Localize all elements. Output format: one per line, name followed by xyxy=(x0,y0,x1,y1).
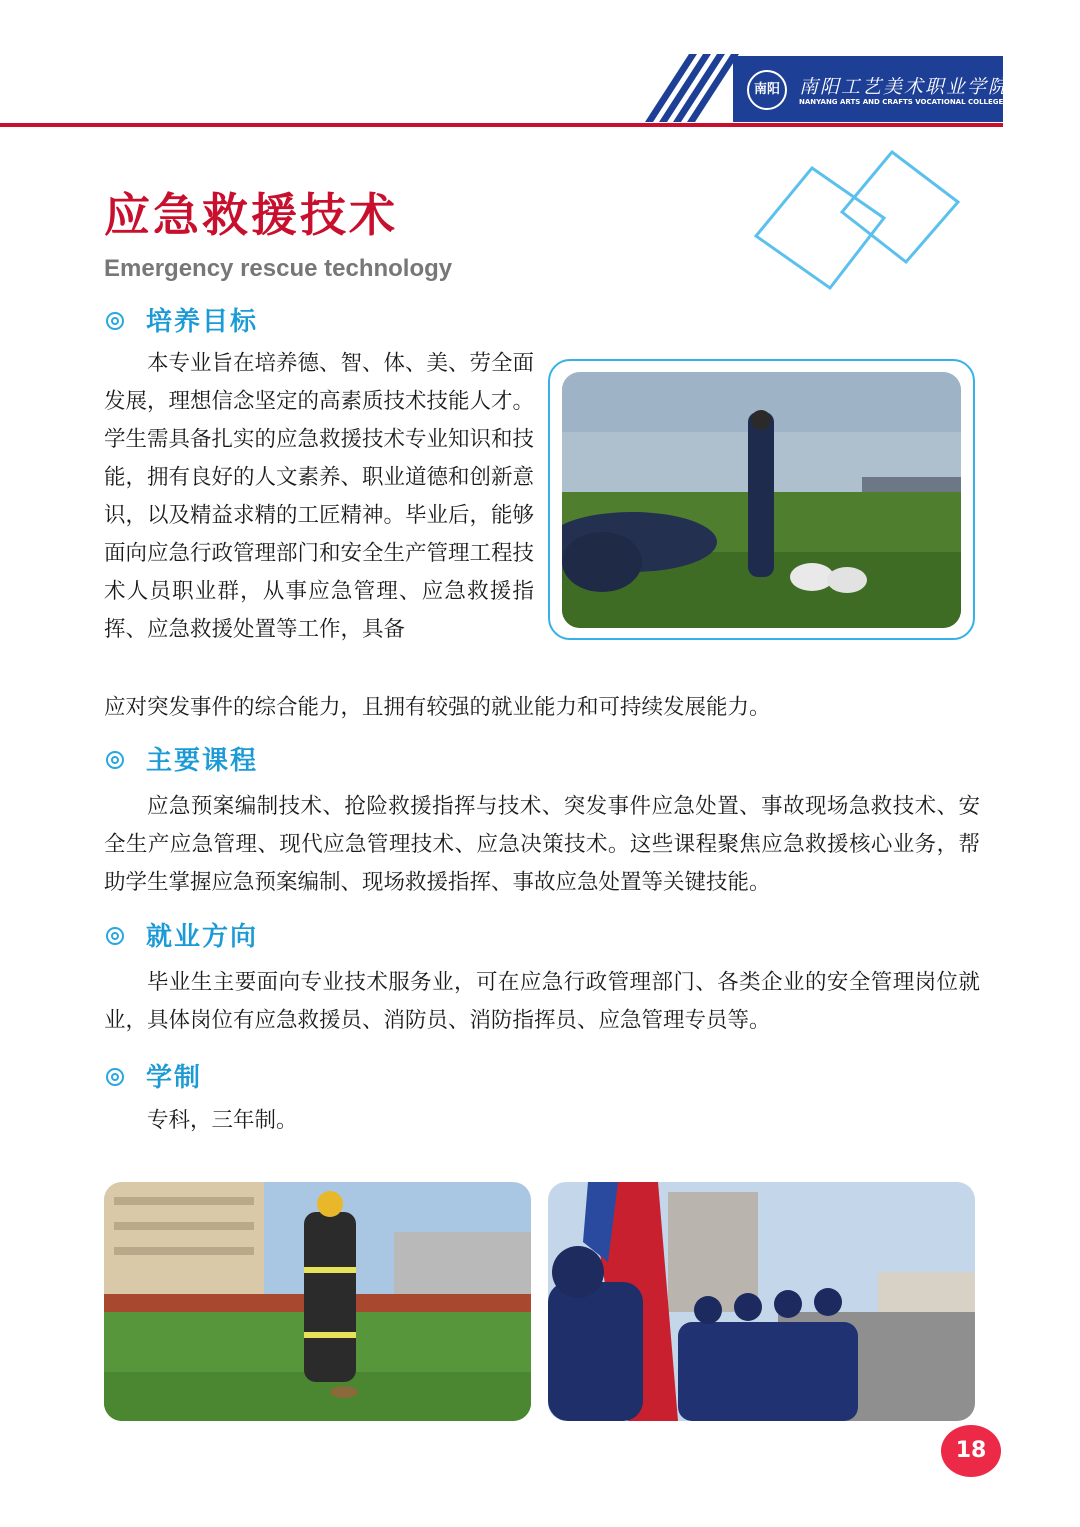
target-bullet-icon xyxy=(106,751,124,769)
page-subtitle-en: Emergency rescue technology xyxy=(104,255,453,282)
target-bullet-icon xyxy=(106,1068,124,1086)
section-title: 培养目标 xyxy=(146,307,259,337)
section-title: 就业方向 xyxy=(146,922,259,952)
header-red-rule xyxy=(0,123,1003,127)
career-direction-text: 毕业生主要面向专业技术服务业，可在应急行政管理部门、各类企业的安全管理岗位就业，具体岗位有应急救援员、消防员、消防指挥员、应急管理专员等。 xyxy=(104,970,980,1033)
main-courses-text: 应急预案编制技术、抢险救援指挥与技术、突发事件应急处置、事故现场急救技术、安全生产应急管理、现代应急管理技术、应急决策技术。这些课程聚焦应急救援核心业务，帮助学生掌握应急预案编制、现场救援指挥、事故应急处置等关键技能。 xyxy=(104,794,980,895)
training-goals-text: 本专业旨在培养德、智、体、美、劳全面发展，理想信念坚定的高素质技术技能人才。学生需具备扎实的应急救援技术专业知识和技能，拥有良好的人文素养、职业道德和创新意识，以及精益求精的工匠精神。毕业后，能够面向应急行政管理部门和安全生产管理工程技术人员职业群，从事应急管理、应急救援指挥、应急救援处置等工作，具备 xyxy=(104,351,535,642)
college-emblem-icon: 南阳 xyxy=(747,70,787,110)
target-bullet-icon xyxy=(106,312,124,330)
section-title: 主要课程 xyxy=(146,746,259,776)
page-title: 应急救援技术 xyxy=(104,188,398,242)
page-number-badge: 18 xyxy=(941,1425,1001,1477)
photo-marching-formation xyxy=(548,1182,975,1421)
decorative-diamonds-icon xyxy=(750,148,965,298)
photo-firefighter-drill xyxy=(104,1182,531,1421)
duration-text: 专科，三年制。 xyxy=(147,1108,298,1133)
photo-field-training xyxy=(562,372,961,628)
header-stripes xyxy=(645,54,745,124)
college-name-en: NANYANG ARTS AND CRAFTS VOCATIONAL COLLEGE xyxy=(799,98,1004,106)
college-name-cn: 南阳工艺美术职业学院 xyxy=(799,76,1010,98)
section-title: 学制 xyxy=(146,1063,203,1093)
target-bullet-icon xyxy=(106,927,124,945)
training-goals-text-continued: 应对突发事件的综合能力，且拥有较强的就业能力和可持续发展能力。 xyxy=(104,695,771,720)
